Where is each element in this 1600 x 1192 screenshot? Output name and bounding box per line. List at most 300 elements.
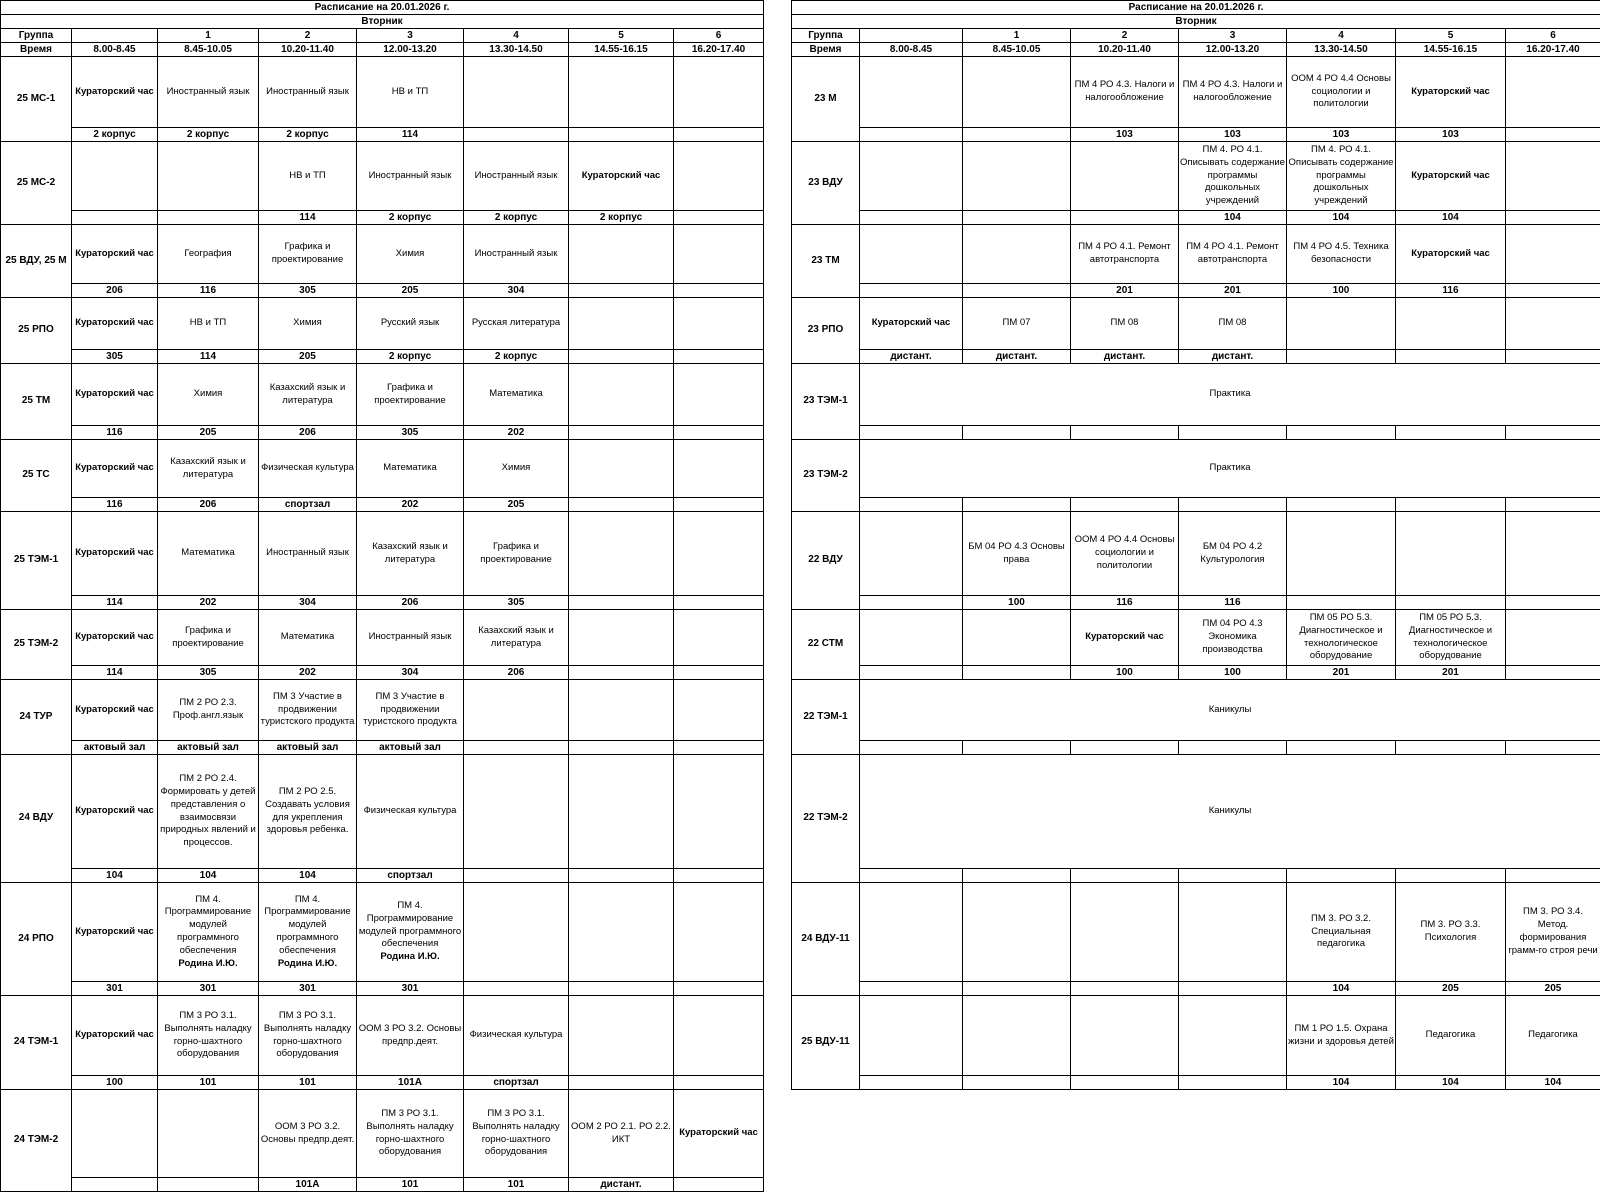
room-cell	[674, 666, 764, 680]
lesson-cell	[569, 610, 674, 666]
time-slot: 8.45-10.05	[963, 43, 1071, 57]
lesson-cell	[963, 225, 1071, 284]
room-cell: 202	[357, 498, 464, 512]
subject-text: Графика и проектирование	[159, 625, 257, 651]
subject-text: ПМ 3 РО 3.1. Выполнять наладку горно-шахтного оборудования	[159, 1010, 257, 1061]
room-row	[1, 426, 764, 440]
time-slot: 16.20-17.40	[1506, 43, 1600, 57]
room-cell: 2 корпус	[158, 128, 259, 142]
subject-text: Казахский язык и литература	[159, 456, 257, 482]
lesson-content	[1397, 170, 1504, 183]
lesson-content	[1288, 241, 1394, 267]
lesson-cell	[72, 142, 158, 211]
room-cell: 206	[72, 284, 158, 298]
room-row	[1, 741, 764, 755]
room-cell: 305	[158, 666, 259, 680]
subject-text: Математика	[465, 388, 567, 401]
room-cell: 301	[357, 982, 464, 996]
room-row	[1, 982, 764, 996]
room-cell	[464, 982, 569, 996]
lesson-content	[73, 248, 156, 261]
lesson-cell	[860, 142, 963, 211]
room-cell	[860, 869, 963, 883]
room-cell	[1287, 426, 1396, 440]
lesson-cell	[674, 1090, 764, 1178]
room-cell: 101А	[259, 1178, 357, 1192]
room-cell: 114	[357, 128, 464, 142]
lesson-cell	[464, 996, 569, 1076]
room-cell	[1396, 498, 1506, 512]
day-of-week: Вторник	[1, 15, 764, 29]
lesson-cell	[1071, 512, 1179, 596]
room-cell	[569, 596, 674, 610]
lesson-cell	[158, 755, 259, 869]
room-row	[1, 869, 764, 883]
group-name: 22 ТЭМ-1	[792, 680, 860, 755]
room-cell: 103	[1396, 128, 1506, 142]
subject-text: Иностранный язык	[465, 248, 567, 261]
lesson-cell	[569, 57, 674, 128]
room-row	[792, 596, 1600, 610]
room-cell	[1179, 1076, 1287, 1090]
lesson-cell	[357, 883, 464, 982]
room-cell	[464, 741, 569, 755]
group-name: 23 ТЭМ-1	[792, 364, 860, 440]
lesson-content	[964, 317, 1069, 330]
group-row	[792, 440, 1600, 498]
room-cell	[674, 982, 764, 996]
group-row	[1, 225, 764, 284]
lesson-cell	[464, 364, 569, 426]
group-name: 25 МС-1	[1, 57, 72, 142]
room-cell	[569, 666, 674, 680]
lesson-cell	[1506, 298, 1600, 350]
room-cell: 114	[72, 596, 158, 610]
lesson-cell	[357, 996, 464, 1076]
subject-text: ПМ 3 РО 3.1. Выполнять наладку горно-шахтного оборудования	[260, 1010, 355, 1061]
room-cell: 103	[1071, 128, 1179, 142]
group-name: 23 ТМ	[792, 225, 860, 298]
subject-text: ПМ 4. РО 4.1. Описывать содержание программы дошкольных учреждений	[1288, 144, 1394, 208]
room-cell: 104	[1506, 1076, 1600, 1090]
time-column-label: Время	[1, 43, 72, 57]
pair-number: 3	[357, 29, 464, 43]
lesson-cell	[259, 610, 357, 666]
subject-text: ПМ 3. РО 3.3. Психология	[1397, 919, 1504, 945]
time-column-label: Время	[792, 43, 860, 57]
room-cell	[674, 426, 764, 440]
lesson-cell	[963, 512, 1071, 596]
room-cell	[1506, 128, 1600, 142]
lesson-cell	[674, 440, 764, 498]
lesson-cell	[259, 364, 357, 426]
lesson-content	[358, 691, 462, 729]
subject-text: ПМ 3. РО 3.4. Метод. формирования грамм-го строя речи	[1507, 906, 1599, 957]
room-row	[1, 211, 764, 225]
room-cell	[1071, 498, 1179, 512]
lesson-cell	[569, 364, 674, 426]
subject-text: ПМ 07	[964, 317, 1069, 330]
lesson-cell	[357, 610, 464, 666]
group-row	[792, 225, 1600, 284]
lesson-content	[1180, 317, 1285, 330]
schedule-title: Расписание на 20.01.2026 г.	[1, 1, 764, 15]
room-cell: 206	[357, 596, 464, 610]
room-cell: 205	[464, 498, 569, 512]
room-cell	[674, 128, 764, 142]
subject-text: ПМ 08	[1180, 317, 1285, 330]
room-cell: 100	[1287, 284, 1396, 298]
schedule-title: Расписание на 20.01.2026 г.	[792, 1, 1600, 15]
room-cell	[569, 350, 674, 364]
lesson-content	[260, 241, 355, 267]
lesson-cell	[1071, 225, 1179, 284]
room-cell: актовый зал	[72, 741, 158, 755]
group-name: 24 ТЭМ-1	[1, 996, 72, 1090]
room-row	[792, 498, 1600, 512]
subject-text: Математика	[260, 631, 355, 644]
room-cell: 305	[464, 596, 569, 610]
room-cell	[1506, 741, 1600, 755]
lesson-cell	[674, 225, 764, 284]
room-cell: 114	[72, 666, 158, 680]
lesson-cell	[158, 298, 259, 350]
room-cell	[569, 1076, 674, 1090]
lesson-content	[73, 926, 156, 939]
lesson-content	[465, 625, 567, 651]
subject-text: НВ и ТП	[260, 170, 355, 183]
pair-number: 3	[1179, 29, 1287, 43]
subject-text: Педагогика	[1397, 1029, 1504, 1042]
lesson-content	[73, 631, 156, 644]
subject-text: Кураторский час	[1397, 248, 1504, 261]
group-row	[1, 364, 764, 426]
lesson-cell	[72, 364, 158, 426]
lesson-content	[1180, 241, 1285, 267]
lesson-content	[465, 541, 567, 567]
room-cell	[1071, 741, 1179, 755]
group-name: 24 ВДУ-11	[792, 883, 860, 996]
subject-text: ПМ 2 РО 2.5. Создавать условия для укрепления здоровья ребенка.	[260, 786, 355, 837]
lesson-cell	[1506, 225, 1600, 284]
room-cell	[569, 741, 674, 755]
lesson-cell	[158, 440, 259, 498]
group-column-label: Группа	[792, 29, 860, 43]
lesson-cell	[860, 298, 963, 350]
pair-number: 1	[963, 29, 1071, 43]
room-cell: 301	[72, 982, 158, 996]
room-row	[792, 741, 1600, 755]
lesson-cell	[569, 142, 674, 211]
status-cell: Каникулы	[860, 680, 1600, 741]
lesson-cell	[674, 680, 764, 741]
subject-text: Кураторский час	[73, 704, 156, 717]
subject-text: ПМ 3 Участие в продвижении туристского продукта	[260, 691, 355, 729]
room-cell	[963, 982, 1071, 996]
lesson-content	[358, 317, 462, 330]
room-cell	[860, 128, 963, 142]
subject-text: Кураторский час	[73, 388, 156, 401]
room-cell	[674, 498, 764, 512]
room-cell	[963, 284, 1071, 298]
group-name: 22 СТМ	[792, 610, 860, 680]
room-cell: 101	[464, 1178, 569, 1192]
lesson-content	[861, 317, 961, 330]
room-cell	[569, 128, 674, 142]
lesson-content	[1288, 1023, 1394, 1049]
pair-number: 2	[259, 29, 357, 43]
subject-text: ПМ 05 РО 5.3. Диагностическое и технологическое оборудование	[1397, 612, 1504, 663]
subject-text: ПМ 4 РО 4.1. Ремонт автотранспорта	[1072, 241, 1177, 267]
lesson-content	[570, 1121, 672, 1147]
lesson-cell	[674, 996, 764, 1076]
lesson-content	[159, 894, 257, 971]
lesson-cell	[1071, 996, 1179, 1076]
room-row	[792, 128, 1600, 142]
room-cell: 304	[357, 666, 464, 680]
room-cell	[674, 211, 764, 225]
lesson-cell	[860, 883, 963, 982]
lesson-cell	[963, 610, 1071, 666]
lesson-content	[260, 894, 355, 971]
room-cell	[158, 1178, 259, 1192]
subject-text: Физическая культура	[260, 462, 355, 475]
group-name: 24 ВДУ	[1, 755, 72, 883]
room-cell	[1396, 596, 1506, 610]
room-cell: 202	[259, 666, 357, 680]
lesson-cell	[569, 996, 674, 1076]
room-cell: 116	[1071, 596, 1179, 610]
lesson-content	[1288, 612, 1394, 663]
lesson-cell	[464, 512, 569, 596]
room-cell	[963, 211, 1071, 225]
group-row	[792, 364, 1600, 426]
day-of-week: Вторник	[792, 15, 1600, 29]
lesson-content	[1072, 534, 1177, 572]
room-cell: 2 корпус	[72, 128, 158, 142]
room-cell: 206	[259, 426, 357, 440]
lesson-content	[1507, 1029, 1599, 1042]
lesson-cell	[259, 512, 357, 596]
lesson-cell	[1506, 142, 1600, 211]
status-cell: Практика	[860, 364, 1600, 426]
pair-number	[860, 29, 963, 43]
lesson-cell	[569, 298, 674, 350]
room-cell	[1071, 1076, 1179, 1090]
room-cell	[860, 982, 963, 996]
lesson-cell	[464, 1090, 569, 1178]
room-cell: дистант.	[569, 1178, 674, 1192]
room-row	[1, 498, 764, 512]
lesson-cell	[1071, 57, 1179, 128]
time-slot: 13.30-14.50	[464, 43, 569, 57]
room-cell	[963, 869, 1071, 883]
subject-text: ООМ 4 РО 4.4 Основы социологии и политологии	[1288, 73, 1394, 111]
lesson-content	[1288, 73, 1394, 111]
room-cell: актовый зал	[158, 741, 259, 755]
lesson-cell	[464, 680, 569, 741]
lesson-content	[73, 805, 156, 818]
lesson-cell	[1396, 57, 1506, 128]
lesson-content	[73, 86, 156, 99]
subject-text: Иностранный язык	[358, 170, 462, 183]
lesson-content	[159, 1010, 257, 1061]
lesson-cell	[158, 680, 259, 741]
room-cell: 2 корпус	[357, 350, 464, 364]
lesson-cell	[158, 883, 259, 982]
room-cell	[1071, 982, 1179, 996]
room-cell: 101	[259, 1076, 357, 1090]
subject-text: ПМ 3 Участие в продвижении туристского продукта	[358, 691, 462, 729]
group-row	[792, 512, 1600, 596]
lesson-content	[159, 456, 257, 482]
lesson-cell	[1179, 883, 1287, 982]
subject-text: Физическая культура	[465, 1029, 567, 1042]
status-cell: Каникулы	[860, 755, 1600, 869]
subject-text: Русская литература	[465, 317, 567, 330]
room-cell	[569, 982, 674, 996]
lesson-cell	[569, 225, 674, 284]
room-cell	[963, 426, 1071, 440]
room-cell: 201	[1396, 666, 1506, 680]
subject-text: ПМ 3 РО 3.1. Выполнять наладку горно-шахтного оборудования	[465, 1108, 567, 1159]
room-cell: 100	[963, 596, 1071, 610]
room-cell	[1287, 596, 1396, 610]
lesson-content	[260, 1121, 355, 1147]
lesson-cell	[569, 680, 674, 741]
room-cell	[569, 284, 674, 298]
lesson-cell	[464, 883, 569, 982]
subject-text: Кураторский час	[1397, 86, 1504, 99]
lesson-content	[358, 170, 462, 183]
subject-text: Кураторский час	[675, 1127, 762, 1140]
room-cell: 301	[158, 982, 259, 996]
subject-text: Графика и проектирование	[465, 541, 567, 567]
lesson-cell	[963, 142, 1071, 211]
lesson-content	[465, 1029, 567, 1042]
time-slot: 14.55-16.15	[1396, 43, 1506, 57]
lesson-content	[358, 1023, 462, 1049]
group-row	[792, 142, 1600, 211]
room-row	[1, 1076, 764, 1090]
status-cell: Практика	[860, 440, 1600, 498]
room-row	[792, 1076, 1600, 1090]
room-cell	[1179, 741, 1287, 755]
subject-text: Казахский язык и литература	[260, 382, 355, 408]
subject-text: Химия	[159, 388, 257, 401]
lesson-content	[73, 704, 156, 717]
subject-text: ПМ 4. РО 4.1. Описывать содержание программы дошкольных учреждений	[1180, 144, 1285, 208]
lesson-content	[73, 388, 156, 401]
lesson-content	[358, 631, 462, 644]
lesson-content	[465, 170, 567, 183]
lesson-cell	[1287, 57, 1396, 128]
lesson-cell	[963, 883, 1071, 982]
lesson-cell	[1287, 298, 1396, 350]
lesson-content	[159, 773, 257, 850]
lesson-cell	[1179, 996, 1287, 1076]
group-name: 24 ТЭМ-2	[1, 1090, 72, 1192]
room-cell: 116	[158, 284, 259, 298]
lesson-cell	[72, 996, 158, 1076]
lesson-cell	[357, 1090, 464, 1178]
lesson-content	[1397, 248, 1504, 261]
room-cell	[1287, 741, 1396, 755]
room-cell: 304	[464, 284, 569, 298]
room-cell: 201	[1287, 666, 1396, 680]
room-cell: 100	[1179, 666, 1287, 680]
room-row	[1, 1178, 764, 1192]
room-cell	[1506, 426, 1600, 440]
subject-text: ПМ 2 РО 2.3. Проф.англ.язык	[159, 697, 257, 723]
lesson-content	[1180, 79, 1285, 105]
subject-text: ПМ 4. Программирование модулей программного обеспечения	[159, 894, 257, 958]
room-row	[1, 350, 764, 364]
subject-text: ПМ 4 РО 4.1. Ремонт автотранспорта	[1180, 241, 1285, 267]
lesson-cell	[1506, 883, 1600, 982]
lesson-content	[964, 541, 1069, 567]
subject-text: Казахский язык и литература	[465, 625, 567, 651]
lesson-cell	[259, 883, 357, 982]
subject-text: ПМ 4. Программирование модулей программного обеспечения	[358, 900, 462, 951]
lesson-content	[465, 317, 567, 330]
room-cell: 305	[357, 426, 464, 440]
room-cell: 2 корпус	[357, 211, 464, 225]
lesson-cell	[1287, 996, 1396, 1076]
lesson-cell	[158, 1090, 259, 1178]
lesson-cell	[357, 142, 464, 211]
room-cell: 104	[72, 869, 158, 883]
lesson-cell	[674, 610, 764, 666]
lesson-cell	[1179, 57, 1287, 128]
group-row	[1, 755, 764, 869]
lesson-cell	[569, 440, 674, 498]
room-cell: спортзал	[357, 869, 464, 883]
room-cell	[1506, 284, 1600, 298]
time-slot: 10.20-11.40	[259, 43, 357, 57]
lesson-cell	[860, 996, 963, 1076]
room-cell	[158, 211, 259, 225]
lesson-cell	[259, 57, 357, 128]
lesson-cell	[464, 57, 569, 128]
room-cell: 2 корпус	[569, 211, 674, 225]
room-cell: 202	[158, 596, 259, 610]
room-cell	[860, 284, 963, 298]
subject-text: Кураторский час	[861, 317, 961, 330]
lesson-cell	[1396, 298, 1506, 350]
subject-text: БМ 04 РО 4.2 Культурология	[1180, 541, 1285, 567]
lesson-cell	[1179, 225, 1287, 284]
lesson-cell	[1071, 610, 1179, 666]
room-cell: актовый зал	[357, 741, 464, 755]
lesson-cell	[158, 364, 259, 426]
room-cell	[674, 741, 764, 755]
subject-text: Иностранный язык	[465, 170, 567, 183]
lesson-cell	[569, 883, 674, 982]
subject-text: Кураторский час	[1072, 631, 1177, 644]
subject-text: БМ 04 РО 4.3 Основы права	[964, 541, 1069, 567]
lesson-content	[159, 388, 257, 401]
lesson-cell	[1396, 142, 1506, 211]
lesson-content	[1288, 913, 1394, 951]
lesson-cell	[674, 142, 764, 211]
subject-text: ООМ 4 РО 4.4 Основы социологии и политологии	[1072, 534, 1177, 572]
subject-text: ПМ 05 РО 5.3. Диагностическое и технологическое оборудование	[1288, 612, 1394, 663]
subject-text: НВ и ТП	[159, 317, 257, 330]
lesson-cell	[357, 364, 464, 426]
subject-text: Кураторский час	[73, 805, 156, 818]
room-cell	[1179, 869, 1287, 883]
